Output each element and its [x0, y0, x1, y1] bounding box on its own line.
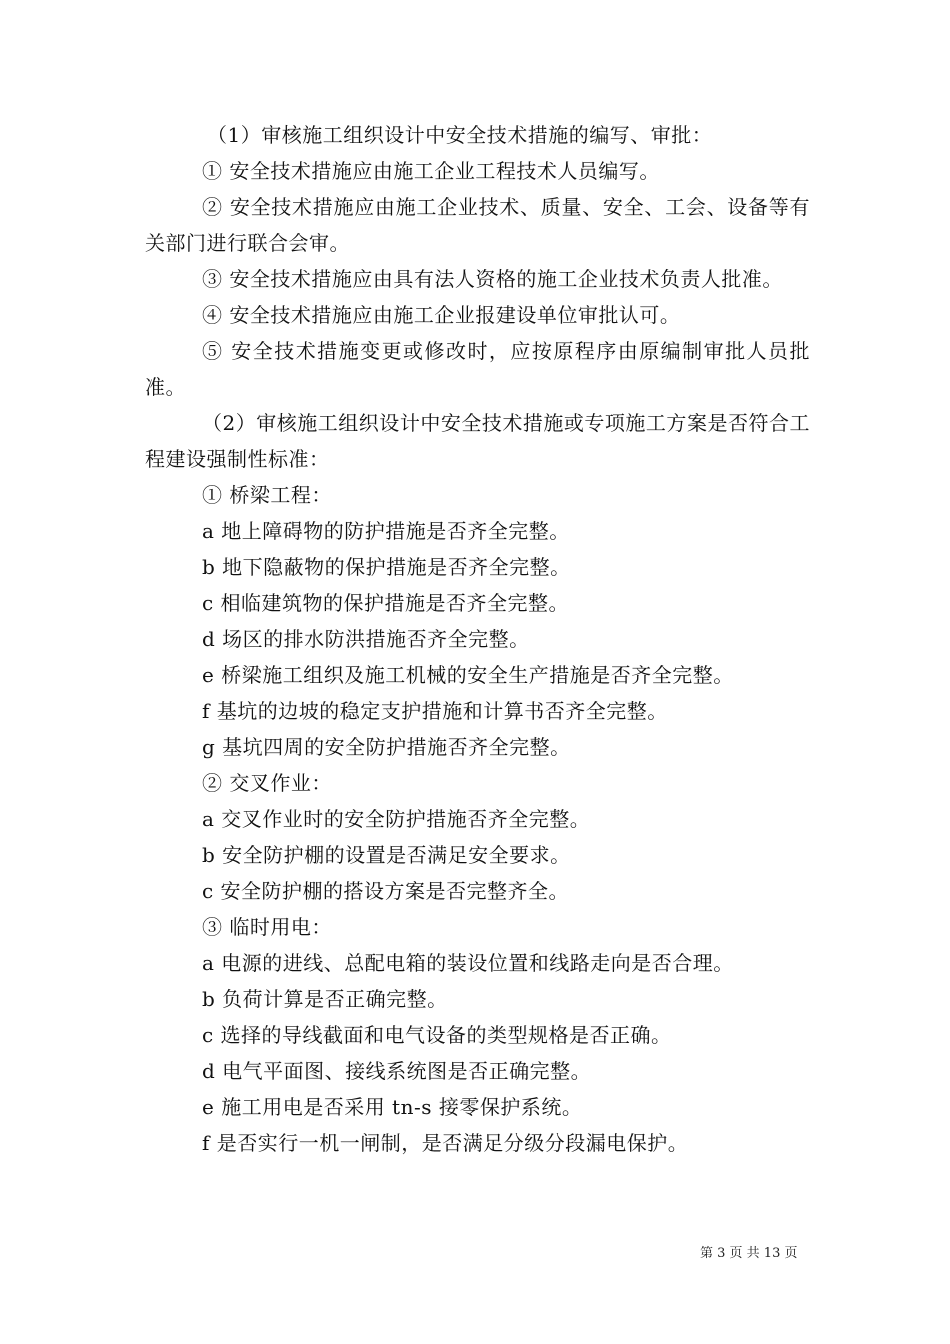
- page-number-footer: 第 3 页 共 13 页: [700, 1246, 798, 1261]
- list-item: c 安全防护棚的搭设方案是否完整齐全。: [202, 879, 570, 903]
- subsection-heading: ② 交叉作业：: [202, 771, 332, 795]
- list-item: d 电气平面图、接线系统图是否正确完整。: [202, 1059, 592, 1083]
- list-item: ① 安全技术措施应由施工企业工程技术人员编写。: [202, 159, 660, 183]
- list-item: a 交叉作业时的安全防护措施否齐全完整。: [202, 807, 591, 831]
- list-item: e 施工用电是否采用 tn-s 接零保护系统。: [202, 1095, 583, 1119]
- subsection-heading: ① 桥梁工程：: [202, 483, 332, 507]
- list-item: e 桥梁施工组织及施工机械的安全生产措施是否齐全完整。: [202, 663, 734, 687]
- list-item: d 场区的排水防洪措施否齐全完整。: [202, 627, 530, 651]
- list-item: ④ 安全技术措施应由施工企业报建设单位审批认可。: [202, 303, 681, 327]
- list-item: a 电源的进线、总配电箱的装设位置和线路走向是否合理。: [202, 951, 734, 975]
- list-item: f 是否实行一机一闸制，是否满足分级分段漏电保护。: [202, 1131, 689, 1155]
- subsection-heading: ③ 临时用电：: [202, 915, 332, 939]
- list-item: c 选择的导线截面和电气设备的类型规格是否正确。: [202, 1023, 672, 1047]
- list-item: ② 安全技术措施应由施工企业技术、质量、安全、工会、设备等有关部门进行联合会审。: [145, 195, 810, 255]
- list-item: f 基坑的边坡的稳定支护措施和计算书否齐全完整。: [202, 699, 668, 723]
- section-heading-2: （2）审核施工组织设计中安全技术措施或专项施工方案是否符合工程建设强制性标准：: [145, 411, 810, 471]
- list-item: ⑤ 安全技术措施变更或修改时，应按原程序由原编制审批人员批准。: [145, 339, 810, 399]
- list-item: b 地下隐蔽物的保护措施是否齐全完整。: [202, 555, 571, 579]
- list-item: c 相临建筑物的保护措施是否齐全完整。: [202, 591, 570, 615]
- document-body: [145, 117, 810, 1161]
- list-item: g 基坑四周的安全防护措施否齐全完整。: [202, 735, 571, 759]
- list-item: ③ 安全技术措施应由具有法人资格的施工企业技术负责人批准。: [202, 267, 783, 291]
- section-heading-1: （1）审核施工组织设计中安全技术措施的编写、审批：: [207, 123, 713, 147]
- list-item: b 负荷计算是否正确完整。: [202, 987, 448, 1011]
- list-item: a 地上障碍物的防护措施是否齐全完整。: [202, 519, 570, 543]
- list-item: b 安全防护棚的设置是否满足安全要求。: [202, 843, 571, 867]
